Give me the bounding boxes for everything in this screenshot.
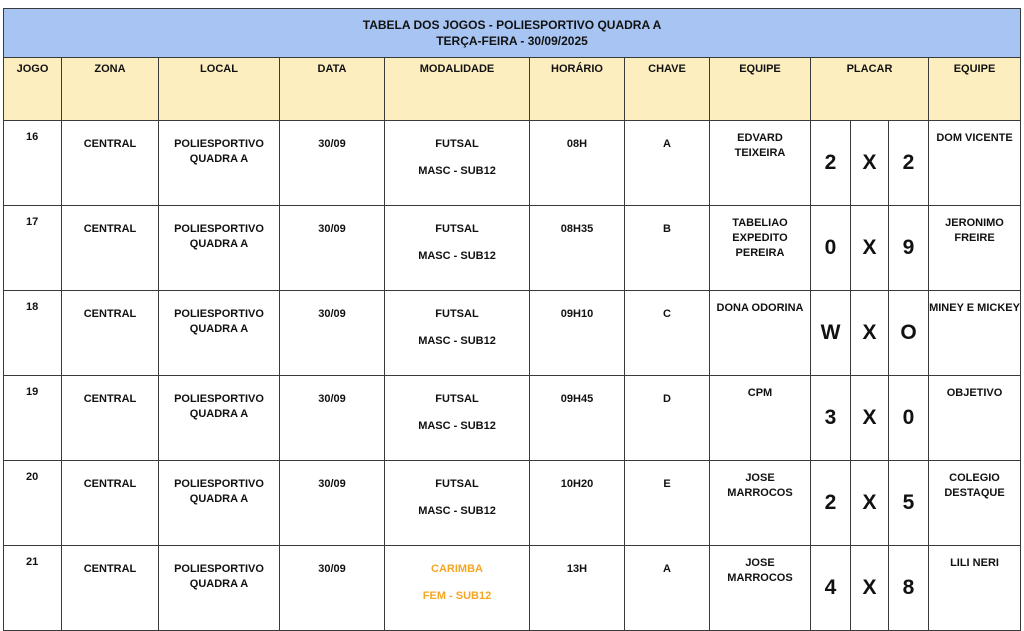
table-row [4,121,1021,206]
cell-horario: 09H10 [530,291,625,376]
cell-jogo: 21 [4,546,62,631]
cell-equipe-away: OBJETIVO [929,376,1021,461]
cell-equipe-home: DONA ODORINA [710,291,811,376]
table-row [4,291,1021,376]
local-line-2: QUADRA A [189,408,249,420]
cell-chave: C [625,291,710,376]
modalidade-sport: FUTSAL [435,223,479,235]
score-home: 3 [811,376,851,461]
cell-zona: CENTRAL [62,376,159,461]
local-line-1: POLIESPORTIVO [174,478,264,490]
cell-equipe-home: JOSE MARROCOS [710,546,811,631]
cell-data: 30/09 [280,376,385,461]
score-away: 0 [889,376,929,461]
local-line-2: QUADRA A [189,578,249,590]
modalidade-sport: CARIMBA [431,563,483,575]
cell-local [159,121,280,206]
cell-chave: D [625,376,710,461]
score-separator: X [851,461,889,546]
modalidade-sport: FUTSAL [435,138,479,150]
score-away: 5 [889,461,929,546]
modalidade-category: MASC - SUB12 [418,165,496,177]
cell-local [159,376,280,461]
cell-equipe-away: MINEY E MICKEY [929,291,1021,376]
cell-chave: B [625,206,710,291]
score-separator: X [851,121,889,206]
cell-horario: 09H45 [530,376,625,461]
score-home: W [811,291,851,376]
cell-equipe-home: EDVARD TEIXEIRA [710,121,811,206]
cell-jogo: 17 [4,206,62,291]
header-zona: ZONA [62,58,159,121]
cell-data: 30/09 [280,291,385,376]
modalidade-category: MASC - SUB12 [418,250,496,262]
header-jogo: JOGO [4,58,62,121]
games-table [3,8,1021,631]
cell-horario: 08H [530,121,625,206]
modalidade-category: MASC - SUB12 [418,420,496,432]
local-line-2: QUADRA A [189,493,249,505]
score-home: 0 [811,206,851,291]
header-data: DATA [280,58,385,121]
header-local: LOCAL [159,58,280,121]
cell-horario: 10H20 [530,461,625,546]
cell-local [159,546,280,631]
table-row [4,461,1021,546]
cell-jogo: 16 [4,121,62,206]
cell-equipe-away: LILI NERI [929,546,1021,631]
cell-data: 30/09 [280,206,385,291]
cell-local [159,291,280,376]
table-row [4,376,1021,461]
header-horario: HORÁRIO [530,58,625,121]
table-row [4,206,1021,291]
cell-modalidade [385,376,530,461]
score-home: 2 [811,461,851,546]
local-line-1: POLIESPORTIVO [174,223,264,235]
cell-chave: A [625,546,710,631]
local-line-2: QUADRA A [189,238,249,250]
score-away: 2 [889,121,929,206]
cell-horario: 08H35 [530,206,625,291]
cell-chave: A [625,121,710,206]
score-away: 8 [889,546,929,631]
modalidade-sport: FUTSAL [435,393,479,405]
table-row [4,546,1021,631]
score-separator: X [851,546,889,631]
cell-equipe-home: TABELIAO EXPEDITO PEREIRA [710,206,811,291]
cell-equipe-home: JOSE MARROCOS [710,461,811,546]
modalidade-category: MASC - SUB12 [418,335,496,347]
cell-jogo: 18 [4,291,62,376]
cell-chave: E [625,461,710,546]
cell-local [159,206,280,291]
score-home: 2 [811,121,851,206]
cell-zona: CENTRAL [62,206,159,291]
cell-modalidade [385,206,530,291]
cell-zona: CENTRAL [62,461,159,546]
score-separator: X [851,376,889,461]
score-separator: X [851,291,889,376]
score-home: 4 [811,546,851,631]
modalidade-category: MASC - SUB12 [418,505,496,517]
table-title-cell [4,9,1021,58]
cell-equipe-away: DOM VICENTE [929,121,1021,206]
cell-modalidade [385,461,530,546]
local-line-1: POLIESPORTIVO [174,393,264,405]
score-away: O [889,291,929,376]
score-separator: X [851,206,889,291]
header-equipe-home: EQUIPE [710,58,811,121]
modalidade-sport: FUTSAL [435,308,479,320]
header-equipe-away: EQUIPE [929,58,1021,121]
cell-horario: 13H [530,546,625,631]
games-table-container [3,8,1020,631]
cell-equipe-away: JERONIMO FREIRE [929,206,1021,291]
table-title: TABELA DOS JOGOS - POLIESPORTIVO QUADRA A [362,18,662,32]
header-chave: CHAVE [625,58,710,121]
cell-data: 30/09 [280,121,385,206]
local-line-1: POLIESPORTIVO [174,308,264,320]
cell-zona: CENTRAL [62,121,159,206]
header-modalidade: MODALIDADE [385,58,530,121]
local-line-1: POLIESPORTIVO [174,138,264,150]
cell-zona: CENTRAL [62,291,159,376]
cell-zona: CENTRAL [62,546,159,631]
local-line-2: QUADRA A [189,323,249,335]
cell-data: 30/09 [280,546,385,631]
modalidade-sport: FUTSAL [435,478,479,490]
cell-jogo: 20 [4,461,62,546]
cell-modalidade [385,546,530,631]
cell-equipe-away: COLEGIO DESTAQUE [929,461,1021,546]
cell-equipe-home: CPM [710,376,811,461]
cell-modalidade [385,291,530,376]
header-placar: PLACAR [811,58,929,121]
cell-jogo: 19 [4,376,62,461]
cell-modalidade [385,121,530,206]
local-line-1: POLIESPORTIVO [174,563,264,575]
table-subtitle: TERÇA-FEIRA - 30/09/2025 [436,34,588,48]
cell-data: 30/09 [280,461,385,546]
score-away: 9 [889,206,929,291]
header-row [4,58,1021,121]
cell-local [159,461,280,546]
local-line-2: QUADRA A [189,153,249,165]
modalidade-category: FEM - SUB12 [422,590,492,602]
